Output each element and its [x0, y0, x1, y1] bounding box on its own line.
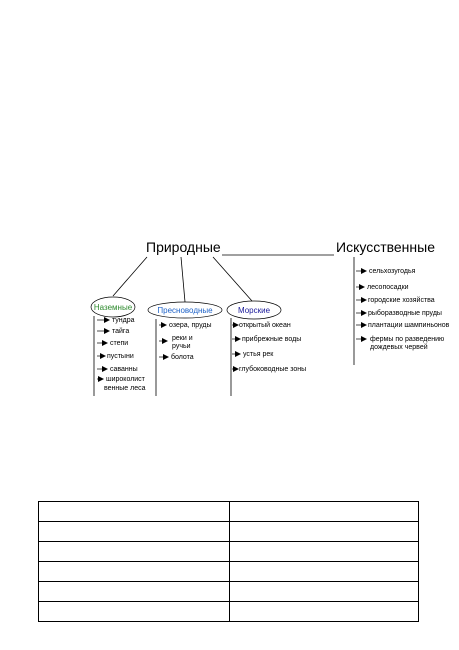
table-cell [230, 562, 419, 582]
arrow-to-freshwater [181, 257, 185, 302]
table-cell [230, 542, 419, 562]
table-cell [230, 502, 419, 522]
table-cell [39, 582, 230, 602]
land-item: саванны [110, 366, 138, 373]
marine-item: прибрежные воды [242, 336, 302, 343]
table-cell [39, 522, 230, 542]
table-row [39, 562, 419, 582]
artificial-item: городские хозяйства [368, 297, 435, 304]
category-land-label: Наземные [93, 303, 133, 312]
table-row [39, 602, 419, 622]
table-row [39, 542, 419, 562]
table-cell [230, 602, 419, 622]
table-cell [39, 502, 230, 522]
land-item: тайга [112, 328, 130, 335]
land-item: пустыни [107, 353, 134, 360]
table-row [39, 522, 419, 542]
marine-item: глубоководные зоны [239, 366, 307, 373]
artificial-item-wrapped: фермы по разведению дождевых червей [370, 336, 445, 351]
artificial-item: лесопосадки [367, 284, 409, 291]
table-cell [230, 582, 419, 602]
category-freshwater-label: Пресноводные [157, 306, 213, 315]
heading-natural: Природные [146, 239, 221, 255]
arrow-to-land [113, 257, 147, 296]
artificial-item: плантации шампиньонов [368, 322, 450, 329]
freshwater-item: озера, пруды [169, 322, 212, 329]
table-cell [39, 542, 230, 562]
category-marine-label: Морские [237, 306, 271, 315]
freshwater-item: болота [171, 354, 194, 361]
artificial-item: сельхозугодья [369, 268, 416, 275]
table-cell [230, 522, 419, 542]
artificial-item: рыборазводные пруды [368, 310, 442, 317]
table-row [39, 582, 419, 602]
land-item: тундра [112, 317, 135, 324]
land-item-wrapped: широколист венные леса [104, 376, 146, 392]
table-cell [39, 602, 230, 622]
marine-item: открытый океан [239, 322, 291, 329]
land-item: степи [110, 340, 129, 347]
freshwater-item-wrapped: реки и ручьи [172, 335, 193, 350]
marine-item: устья рек [243, 351, 274, 358]
table-row [39, 502, 419, 522]
table-cell [39, 562, 230, 582]
heading-artificial: Искусственные [336, 239, 435, 255]
empty-table [38, 501, 419, 622]
arrow-to-marine [213, 257, 252, 301]
